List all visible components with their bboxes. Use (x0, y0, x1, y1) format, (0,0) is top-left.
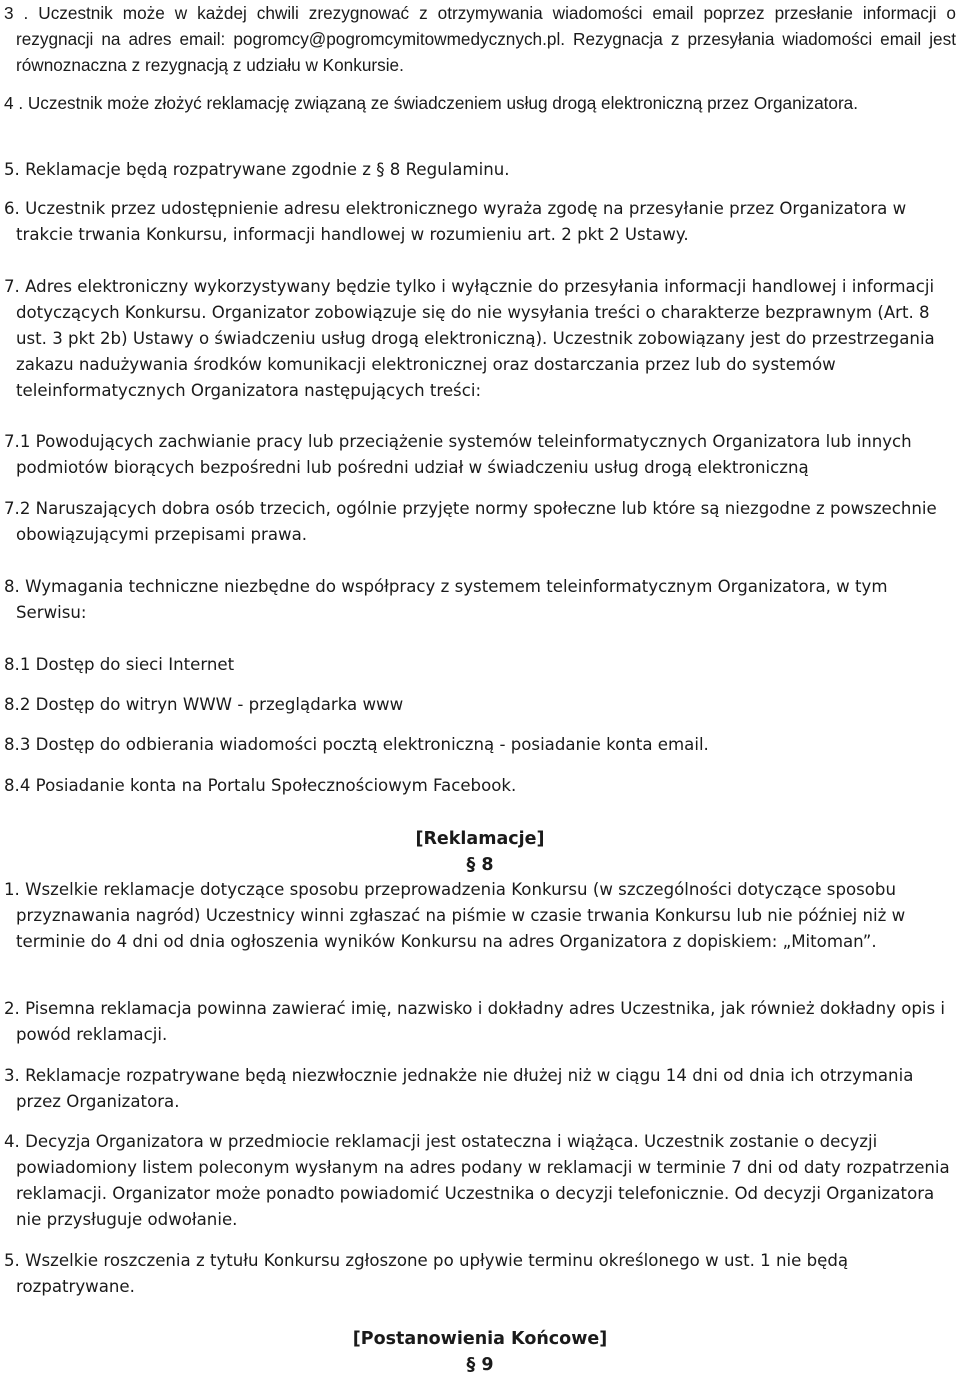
paragraph-8-1: 8.1 Dostęp do sieci Internet (4, 655, 235, 674)
section-9-number: § 9 (466, 1355, 494, 1375)
complaint-item-1: 1. Wszelkie reklamacje dotyczące sposobu przeprowadzenia Konkursu (w szczególności dotyczące sposobu przyznawania nagród) Uczestnicy winni zgłaszać na piśmie w czasie trwania Konkursu lub nie później niż w terminie do 4 dni od dnia ogłoszenia wyników Konkursu na adres Organizatora z dopiskiem: „Mitoman”. (4, 880, 906, 951)
complaint-item-2: 2. Pisemna reklamacja powinna zawierać imię, nazwisko i dokładny adres Uczestnika, jak również dokładny opis i powód reklamacji. (4, 999, 946, 1044)
paragraph-5: 5. Reklamacje będą rozpatrywane zgodnie z § 8 Regulaminu. (4, 160, 510, 179)
complaint-item-4: 4. Decyzja Organizatora w przedmiocie reklamacji jest ostateczna i wiążąca. Uczestnik zostanie o decyzji powiadomiony listem poleconym wysłanym na adres podany w reklamacji w terminie 7 dni od daty rozpatrzenia reklamacji. Organizator może ponadto powiadomić Uczestnika o decyzji telefonicznie. Od decyzji Organizatora nie przysługuje odwołanie. (4, 1132, 950, 1229)
paragraph-7: 7. Adres elektroniczny wykorzystywany będzie tylko i wyłącznie do przesyłania informacji handlowej i informacji dotyczących Konkursu. Organizator zobowiązuje się do nie wysyłania treści o charakterze bezprawnym (Art. 8 ust. 3 pkt 2b) Ustawy o świadczeniu usług drogą elektroniczną). Uczestnik zobowiązany jest do przestrzegania zakazu nadużywania środków komunikacji elektronicznej oraz dostarczania przez lub do systemów teleinformatycznych Organizatora następujących treści: (4, 277, 935, 400)
paragraph-8-3: 8.3 Dostęp do odbierania wiadomości pocztą elektroniczną - posiadanie konta email. (4, 735, 709, 754)
complaint-item-5: 5. Wszelkie roszczenia z tytułu Konkursu zgłoszone po upływie terminu określonego w ust. 1 nie będą rozpatrywane. (4, 1251, 849, 1296)
paragraph-4: 4 . Uczestnik może złożyć reklamację związaną ze świadczeniem usług drogą elektroniczną przez Organizatora. (4, 93, 859, 113)
section-9-title: [Postanowienia Końcowe] (352, 1329, 608, 1349)
paragraph-8-4: 8.4 Posiadanie konta na Portalu Społecznościowym Facebook. (4, 776, 517, 795)
paragraph-7-1: 7.1 Powodujących zachwianie pracy lub przeciążenie systemów teleinformatycznych Organizatora lub innych podmiotów biorących bezpośredni lub pośredni udział w świadczeniu usług drogą elektroniczną (4, 432, 912, 477)
paragraph-8: 8. Wymagania techniczne niezbędne do współpracy z systemem teleinformatycznym Organizatora, w tym Serwisu: (4, 577, 888, 622)
section-8-number: § 8 (466, 855, 494, 875)
paragraph-6: 6. Uczestnik przez udostępnienie adresu elektronicznego wyraża zgodę na przesyłanie przez Organizatora w trakcie trwania Konkursu, informacji handlowej w rozumieniu art. 2 pkt 2 Ustawy. (4, 199, 907, 244)
section-8-title: [Reklamacje] (415, 829, 545, 849)
paragraph-7-2: 7.2 Naruszających dobra osób trzecich, ogólnie przyjęte normy społeczne lub które są niezgodne z powszechnie obowiązującymi przepisami prawa. (4, 499, 937, 544)
complaint-item-3: 3. Reklamacje rozpatrywane będą niezwłocznie jednakże nie dłużej niż w ciągu 14 dni od dnia ich otrzymania przez Organizatora. (4, 1066, 914, 1111)
paragraph-8-2: 8.2 Dostęp do witryn WWW - przeglądarka www (4, 695, 404, 714)
paragraph-3: 3 . Uczestnik może w każdej chwili zrezygnować z otrzymywania wiadomości email poprzez przesłanie informacji o rezygnacji na adres email: pogromcy@pogromcymitowmedycznych.pl. Rezygnacja z przesyłania wiadomości email jest równoznaczna z rezygnacją z udziału w Konkursie. (4, 3, 956, 75)
